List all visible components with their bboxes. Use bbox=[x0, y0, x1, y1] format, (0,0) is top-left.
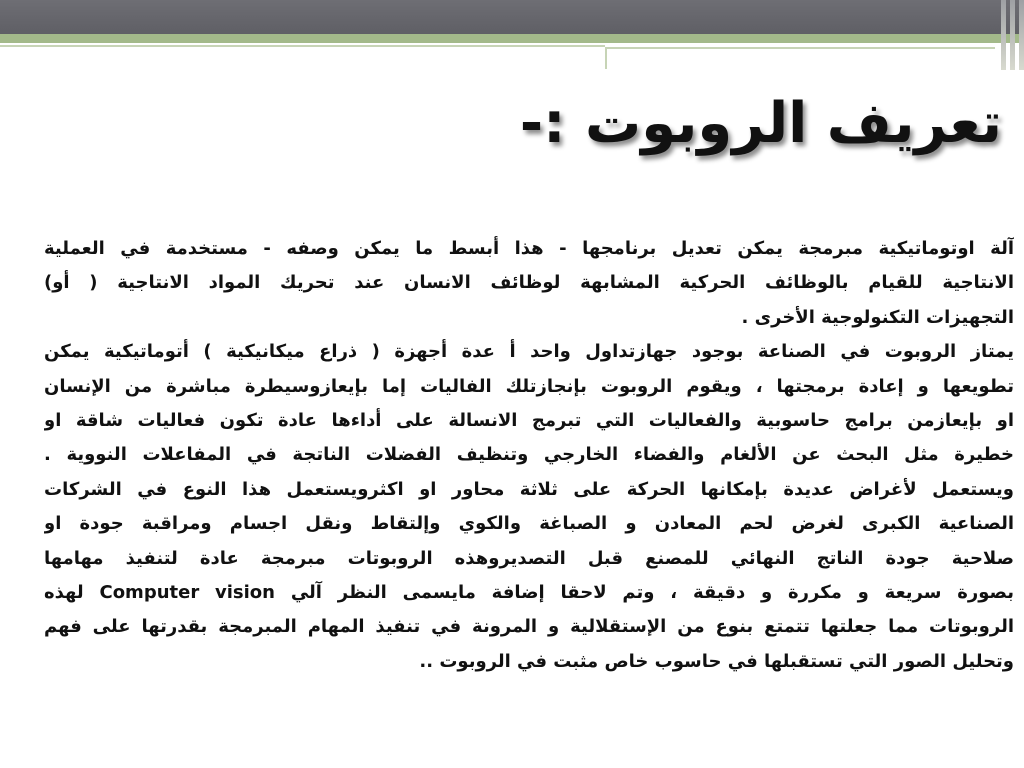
body-line: وتحليل الصور التي تستقبلها في حاسوب خاص مثبت في الروبوت .. bbox=[419, 650, 1014, 672]
body-line: ويستعمل لأغراض عديدة بإمكانها الحركة على ثلاثة محاور او اكثرويستعمل هذا النوع في الشركات bbox=[44, 478, 1014, 500]
body-line: صلاحية جودة الناتج النهائي للمصنع قبل التصديروهذه الروبوتات مبرمجة عادة لتنفيذ مهامها bbox=[44, 547, 1014, 569]
body-line: بصورة سريعة و مكررة و دقيقة ، وتم لاحقا إضافة مايسمى النظر آلي Computer vision لهذه bbox=[44, 581, 1014, 603]
body-line: آلة اوتوماتيكية مبرمجة يمكن تعديل برنامجها - هذا أبسط ما يمكن وصفه - مستخدمة في العملية bbox=[44, 238, 1014, 259]
slide-body bbox=[44, 232, 1014, 679]
body-line: الصناعية الكبرى لغرض لحم المعادن و الصباغة والكوي وإلتقاط ونقل اجسام ومراقبة جودة او bbox=[44, 513, 1014, 535]
header-rule-left bbox=[0, 45, 605, 47]
corner-stripe bbox=[1019, 0, 1024, 70]
body-line: او بإيعازمن برامج حاسوبية والفعاليات التي تبرمج الانسالة على أداءها عادة تكون فعاليات شاقة او bbox=[44, 409, 1014, 431]
slide-title: تعريف الروبوت :- bbox=[519, 91, 1002, 156]
body-line: التجهيزات التكنولوجية الأخرى . bbox=[741, 306, 1014, 328]
body-line: الروبوتات مما جعلتها تتمتع بنوع من الإستقلالية و المرونة في تنفيذ المهام المبرمجة بقدرتها على فهم bbox=[44, 616, 1014, 638]
header-accent-stripe bbox=[0, 34, 1024, 43]
body-line: خطيرة مثل البحث عن الألغام والفضاء الخارجي وتنظيف الفضلات الناتجة في المفاعلات النووية . bbox=[44, 444, 1014, 466]
corner-stripe bbox=[1010, 0, 1015, 70]
header-banner bbox=[0, 0, 1024, 34]
corner-decoration bbox=[990, 0, 1024, 70]
corner-stripe bbox=[1001, 0, 1006, 70]
body-line: الانتاجية للقيام بالوظائف الحركية المشابهة لوظائف الانسان عند تحريك المواد الانتاجية ( أو) bbox=[44, 272, 1014, 294]
header-rule-right bbox=[605, 47, 995, 69]
body-line: تطويعها و إعادة برمجتها ، ويقوم الروبوت بإنجازتلك الفاليات إما بإيعازوسيطرة مباشرة من الإنسان bbox=[44, 375, 1014, 397]
body-line: يمتاز الروبوت في الصناعة بوجود جهازتداول واحد أ عدة أجهزة ( ذراع ميكانيكية ) أتوماتيكية يمكن bbox=[44, 341, 1014, 363]
